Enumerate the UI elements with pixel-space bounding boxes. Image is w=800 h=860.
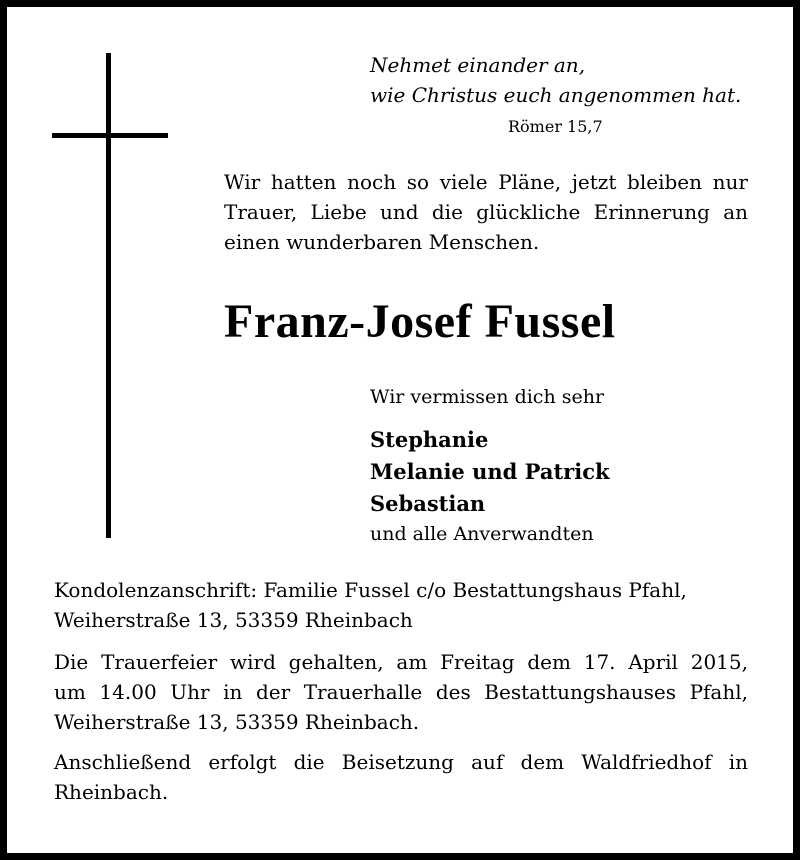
- miss-line: Wir vermissen dich sehr: [370, 386, 605, 408]
- family-member: Stephanie: [370, 427, 489, 452]
- ceremony-line-3: Weiherstraße 13, 53359 Rheinbach.: [54, 710, 420, 734]
- ceremony-line-1: Die Trauerfeier wird gehalten, am Freitag dem 17. April 2015,: [54, 650, 748, 674]
- burial-line-2: Rheinbach.: [54, 780, 169, 804]
- family-member: Melanie und Patrick: [370, 459, 610, 484]
- quote-line-1: Nehmet einander an,: [370, 53, 586, 77]
- intro-text: [224, 167, 748, 257]
- cross-horizontal-bar: [52, 133, 168, 138]
- intro-line-1: Wir hatten noch so viele Pläne, jetzt bleiben nur: [224, 170, 748, 194]
- intro-line-3: einen wunderbaren Menschen.: [224, 230, 540, 254]
- ceremony-line-2: um 14.00 Uhr in der Trauerhalle des Bestattungshauses Pfahl,: [54, 680, 748, 704]
- family-member: Sebastian: [370, 491, 486, 516]
- intro-line-2: Trauer, Liebe und die glückliche Erinnerung an: [224, 200, 748, 224]
- deceased-name: Franz-Josef Fussel: [224, 295, 616, 348]
- condolence-line-1: Kondolenzanschrift: Familie Fussel c/o Bestattungshaus Pfahl,: [54, 578, 687, 602]
- condolence-line-2: Weiherstraße 13, 53359 Rheinbach: [54, 608, 413, 632]
- bible-quote: [370, 50, 770, 110]
- cross-vertical-bar: [106, 53, 111, 538]
- ceremony-info: [54, 647, 748, 737]
- burial-line-1: Anschließend erfolgt die Beisetzung auf dem Waldfriedhof in: [54, 750, 748, 774]
- quote-line-2: wie Christus euch angenommen hat.: [370, 83, 742, 107]
- family-list: [370, 424, 610, 520]
- relatives-line: und alle Anverwandten: [370, 523, 594, 545]
- quote-reference: Römer 15,7: [508, 117, 603, 136]
- condolence-address: [54, 575, 748, 635]
- burial-info: [54, 747, 748, 807]
